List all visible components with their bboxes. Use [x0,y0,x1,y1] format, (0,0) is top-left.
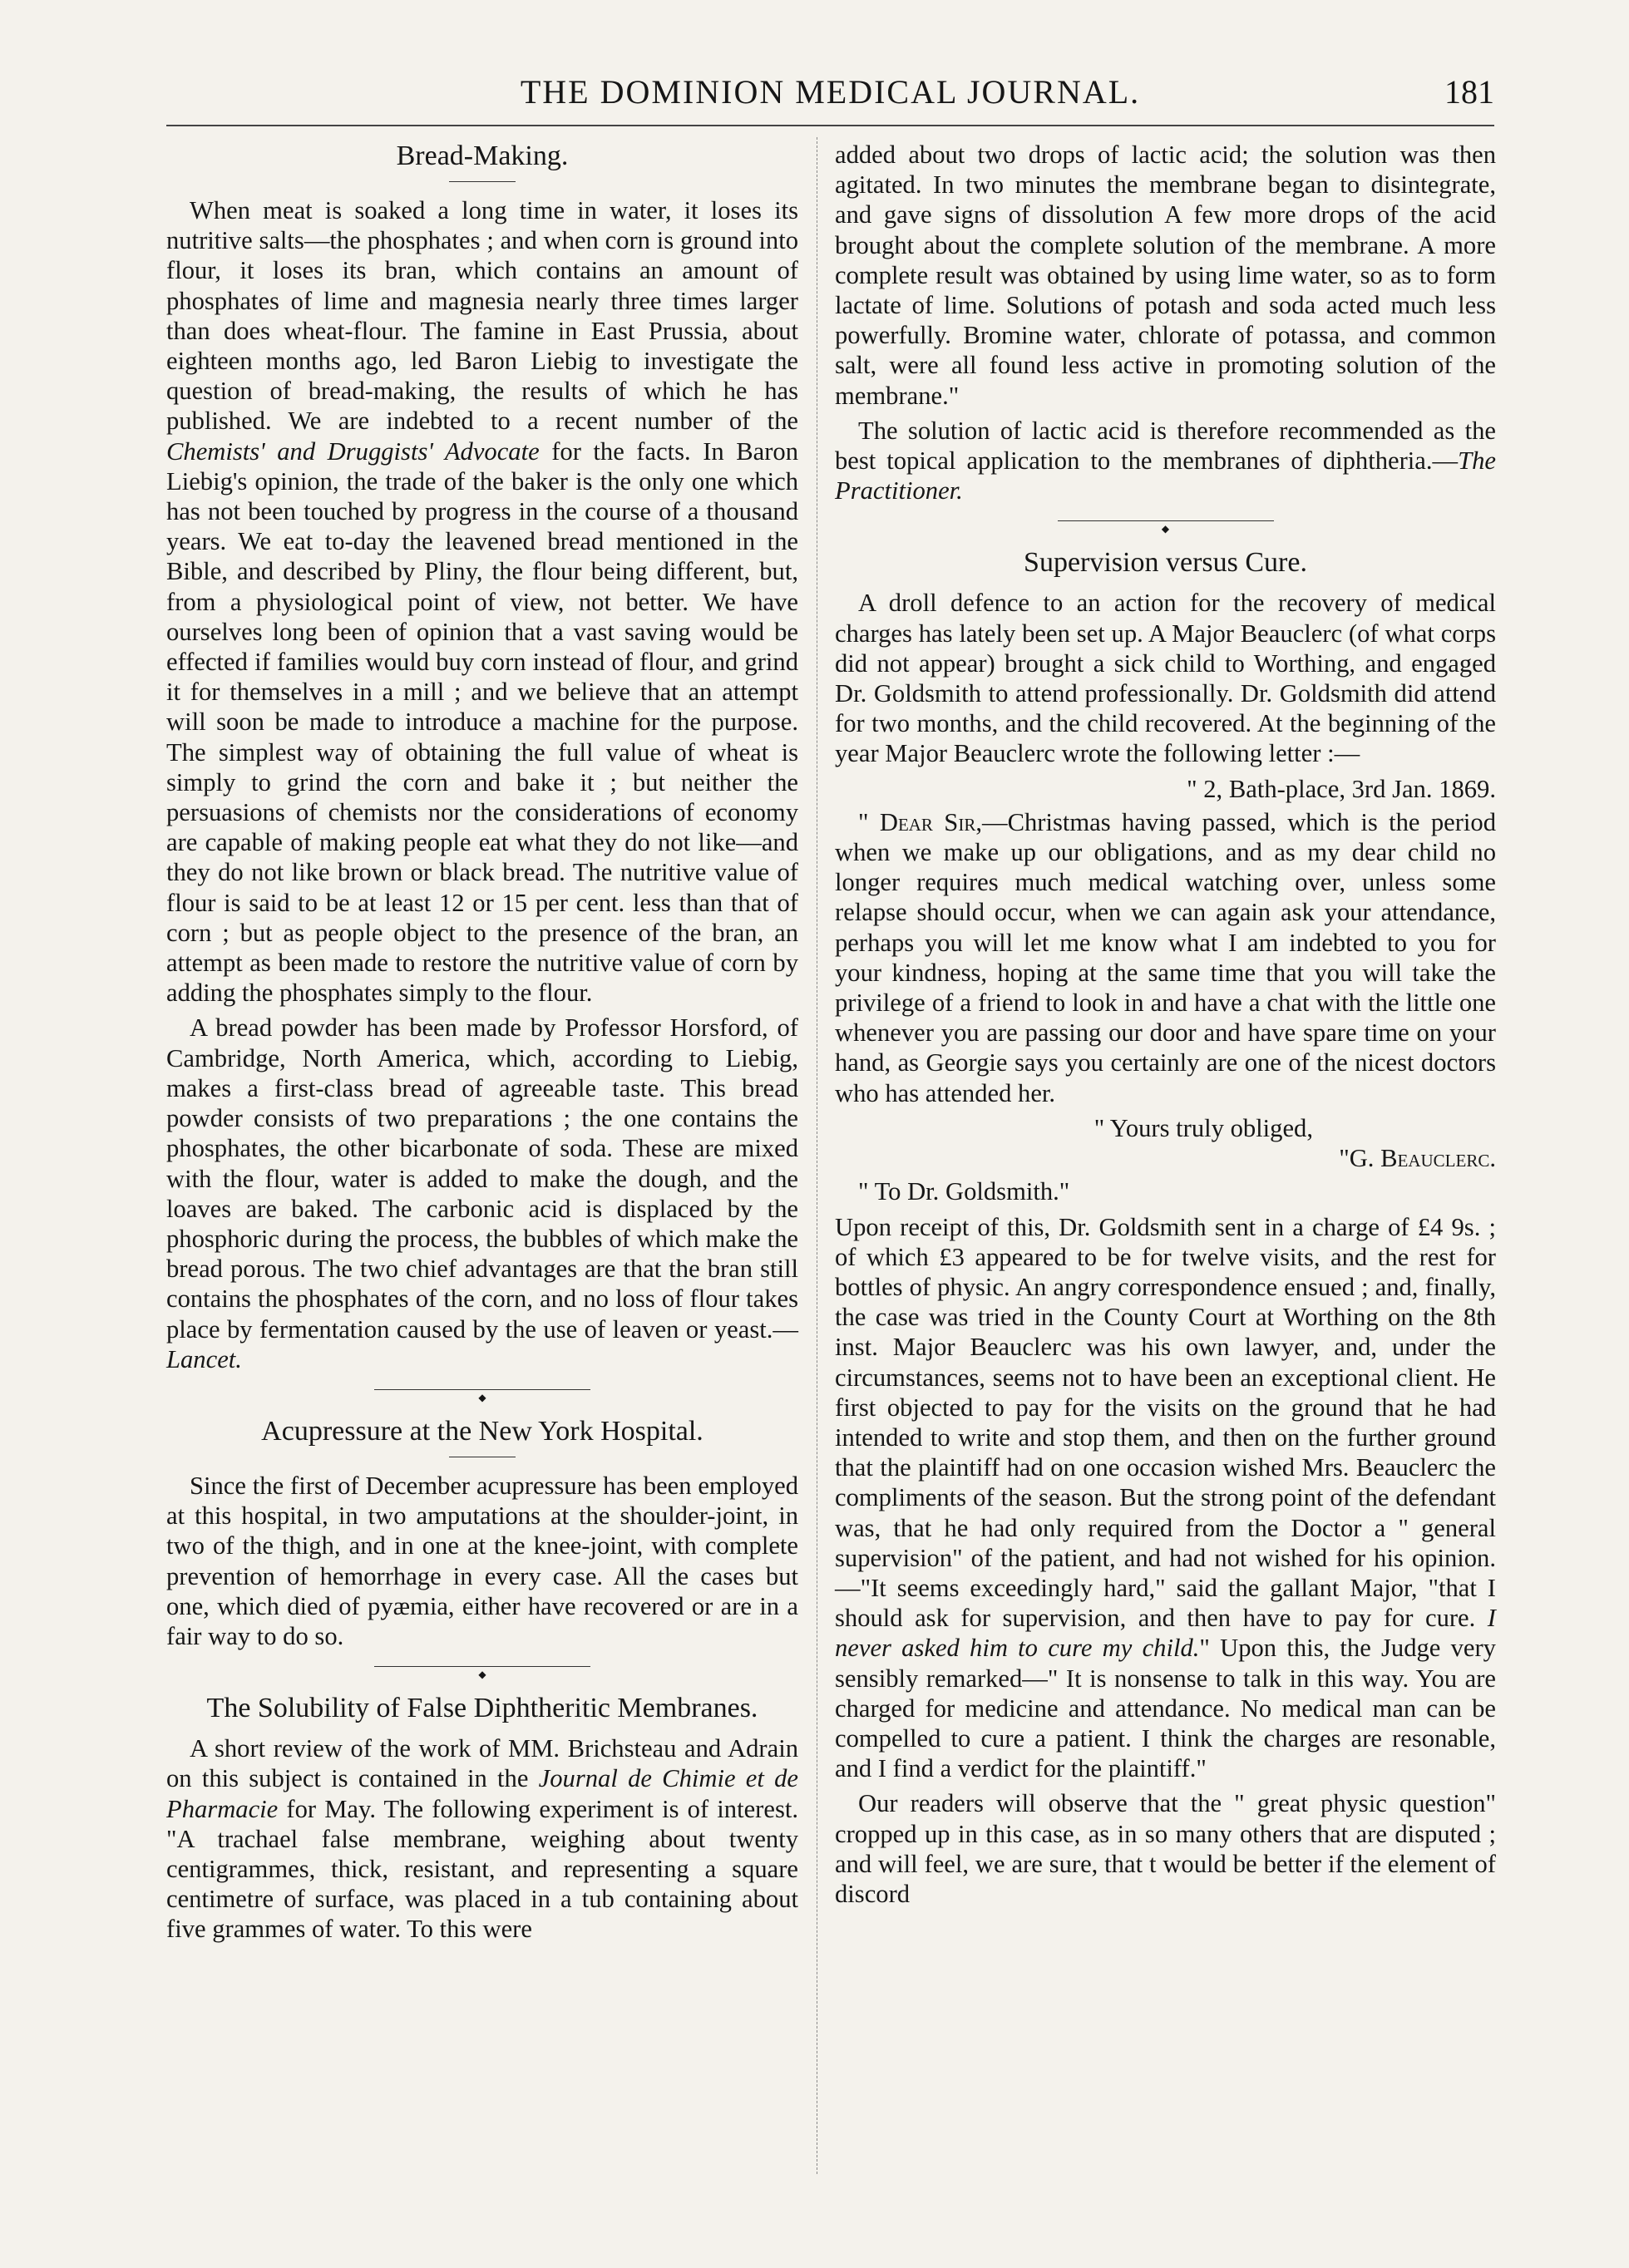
bread-paragraph-2: A bread powder has been made by Professor Horsford, of Cambridge, North America, which, according to Liebig, makes a first-class bread of agreeable taste. This bread powder consists of two preparations ; the one contains the phosphates, the other bicarbonate of soda. These are mixed with the flour, water is added to make the dough, and the loaves are baked. The carbonic acid is displaced by the phosphoric during the process, the bubbles of which make the bread porous. The two chief advantages are that the bran still contains the phosphates of the corn, and no loss of flour takes place by fermentation caused by the use of leaven or yeast.—Lancet. [166,1013,798,1373]
article-title-bread-making: Bread-Making. [396,141,569,171]
letter-body: " Dear Sir,—Christmas having passed, which is the period when we make up our obligations, and as my dear child no longer requires much medical watching over, unless some relapse should occur, when we can again ask your attendance, perhaps you will let me know what I am indebted to you for your kindness, hoping at the same time that you will take the privilege of a friend to look in and have a chat with the little one whenever you are passing our door and have spare time on your hand, as Georgie says you certainly are one of the nicest doctors who has attended her. [835,807,1496,1107]
article-title-solubility: The Solubility of False Diphtheritic Membranes. [206,1693,758,1724]
letter-dateline: " 2, Bath-place, 3rd Jan. 1869. [1187,774,1496,803]
section-separator [1058,520,1274,521]
left-column [166,140,798,1950]
acupressure-paragraph: Since the first of December acupressure has been employed at this hospital, in two amputations at the shoulder-joint, in two of the thigh, and in one at the knee-joint, with complete prevention of hemorrhage in every case. All the cases but one, which died of pyæmia, either have recovered or are in a fair way to do so. [166,1471,798,1650]
page-header [166,71,1494,113]
header-rule [166,125,1494,126]
title-rule [449,181,516,182]
right-column [835,140,1496,1914]
letter-addressee: " To Dr. Goldsmith." [858,1177,1070,1206]
bread-paragraph-1: When meat is soaked a long time in water, it loses its nutritive salts—the phosphates ; and when corn is ground into flour, it loses its bran, which contains an amount of phosphates of lime and magnesia nearly three times larger than does wheat-flour. The famine in East Prussia, about eighteen months ago, led Baron Liebig to investigate the question of bread-making, the results of which he has published. We are indebted to a recent number of the Chemists' and Druggists' Advocate for the facts. In Baron Liebig's opinion, the trade of the baker is the only one which has not been touched by progress in the course of a thousand years. We eat to-day the leavened bread mentioned in the Bible, and described by Pliny, the flour being different, but, from a physiological point of view, not better. We have ourselves long been of opinion that a vast saving would be effected if families would buy corn instead of flour, and grind it for themselves in a mill ; and we believe that an attempt will soon be made to introduce a machine for the purpose. The simplest way of obtaining the full value of wheat is simply to grind the corn and bake it ; but neither the persuasions of chemists nor the considerations of economy are capable of making people eat what they do not like—and they do not like brown or black bread. The nutritive value of flour is said to be at least 12 or 15 per cent. less than that of corn ; but as people object to the presence of the bran, an attempt as been made to restore the nutritive value of corn by adding the phosphates simply to the flour. [166,196,798,1008]
solubility-conclusion: The solution of lactic acid is therefore recommended as the best topical application to the membranes of diphtheria.—The Practitioner. [835,416,1496,505]
letter-closing: " Yours truly obliged, [1093,1113,1313,1142]
article-title-acupressure: Acupressure at the New York Hospital. [261,1415,703,1447]
page-number: 181 [1444,73,1494,111]
supervision-paragraph-3: Our readers will observe that the " great physic question" cropped up in this case, as in so many others that are disputed ; and will feel, we are sure, that t would be better if the element of discord [835,1789,1496,1908]
letter-signature: "G. Beauclerc. [1339,1144,1496,1173]
supervision-paragraph-2: Upon receipt of this, Dr. Goldsmith sent in a charge of £4 9s. ; of which £3 appeared to be for twelve visits, and the rest for bottles of physic. An angry correspondence ensued ; and, finally, the case was tried in the County Court at Worthing on the 8th inst. Major Beauclerc was his own lawyer, and, under the circumstances, seems not to have been an exceptional client. He first objected to pay for the visits on the ground that he had intended to write and stop them, and then on the further ground that the plaintiff had on one occasion wished Mrs. Beauclerc the compliments of the season. But the strong point of the defendant was, that he had only required from the Doctor a " general supervision" of the patient, and had not wished for his opinion.—"It seems exceedingly hard," said the gallant Major, "that I should ask for supervision, and then have to pay for cure. I never asked him to cure my child." Upon this, the Judge very sensibly remarked—" It is nonsense to talk in this way. You are charged for medicine and attendance. No medical man can be compelled to cure a patient. I think the charges are resonable, and I find a verdict for the plaintiff." [835,1212,1496,1783]
section-separator [374,1666,590,1667]
article-title-supervision: Supervision versus Cure. [1024,547,1307,579]
section-separator [374,1389,590,1390]
solubility-paragraph-1: A short review of the work of MM. Brichsteau and Adrain on this subject is contained in the Journal de Chimie et de Pharmacie for May. The following experiment is of interest. "A trachael false membrane, weighing about twenty centigrammes, thick, resistant, and representing a square centimetre of surface, was placed in a tub containing about five grammes of water. To this were [166,1734,798,1944]
solubility-continuation: added about two drops of lactic acid; the solution was then agitated. In two minutes the membrane began to disintegrate, and gave signs of dissolution A few more drops of the acid brought about the complete solution of the membrane. A more complete result was obtained by using lime water, so as to form lactate of lime. Solutions of potash and soda acted much less powerfully. Bromine water, chlorate of potassa, and common salt, were all found less active in promoting solution of the membrane." [835,141,1496,410]
journal-title: THE DOMINION MEDICAL JOURNAL. [520,73,1141,111]
supervision-paragraph-1: A droll defence to an action for the recovery of medical charges has lately been set up. A Major Beauclerc (of what corps did not appear) brought a sick child to Worthing, and engaged Dr. Goldsmith to attend professionally. Dr. Goldsmith did attend for two months, and the child recovered. At the beginning of the year Major Beauclerc wrote the following letter :— [835,589,1496,768]
